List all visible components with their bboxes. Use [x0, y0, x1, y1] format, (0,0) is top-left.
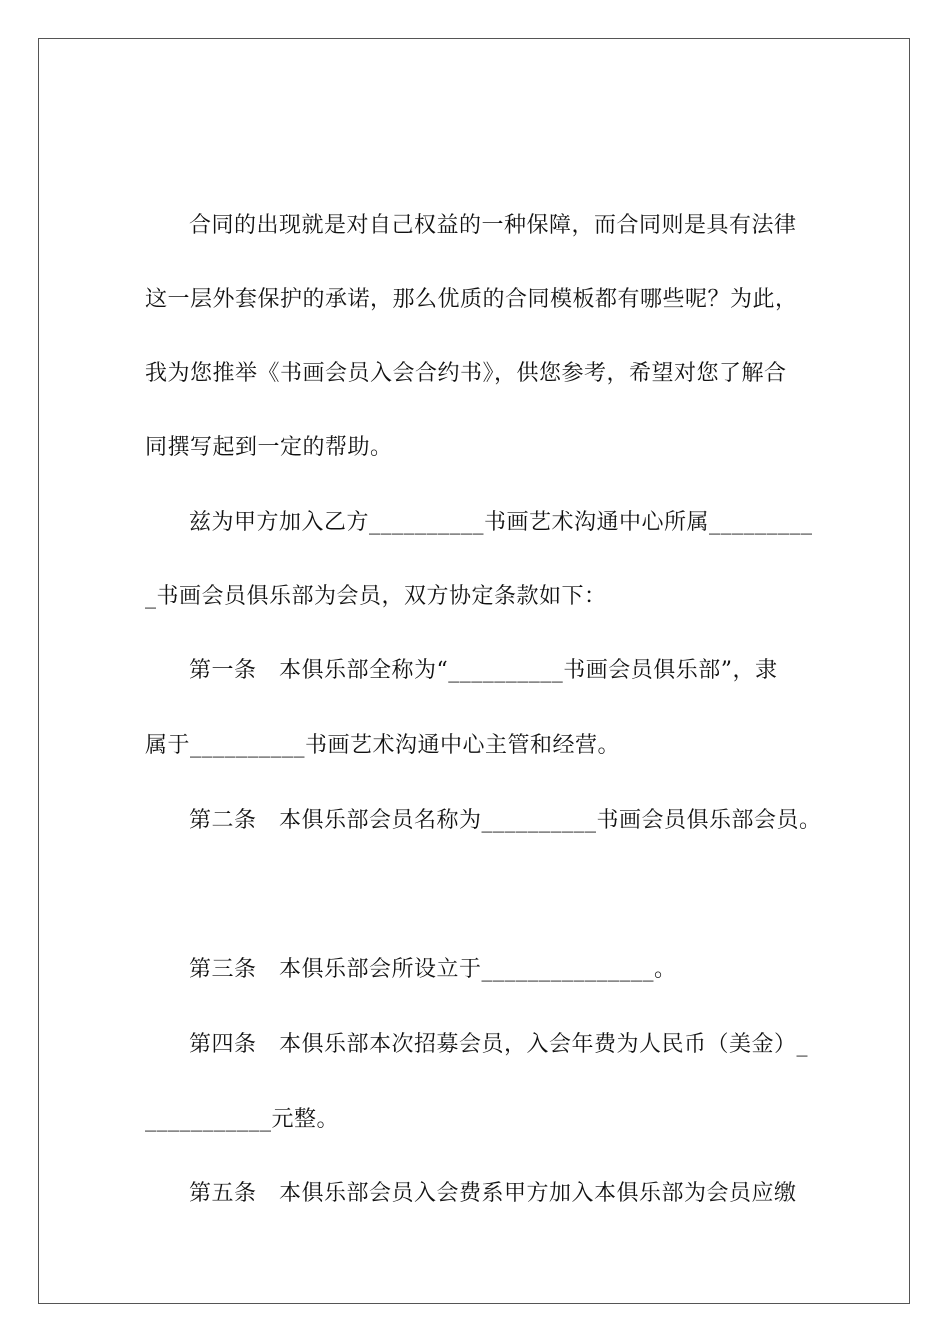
article-2: 第二条 本俱乐部会员名称为__________书画会员俱乐部会员。 [189, 808, 822, 833]
article-1-line-2: 属于__________书画艺术沟通中心主管和经营。 [145, 733, 621, 758]
article-5-line-1: 第五条 本俱乐部会员入会费系甲方加入本俱乐部为会员应缴 [189, 1181, 797, 1206]
intro-line-4: 同撰写起到一定的帮助。 [145, 435, 393, 460]
article-4-line-2: ___________元整。 [145, 1107, 340, 1132]
intro-line-2: 这一层外套保护的承诺，那么优质的合同模板都有哪些呢？为此， [145, 287, 798, 312]
article-4-line-1: 第四条 本俱乐部本次招募会员，入会年费为人民币（美金）_ [189, 1032, 809, 1057]
preamble-line-1: 兹为甲方加入乙方__________书画艺术沟通中心所属_________ [189, 510, 813, 535]
intro-line-3: 我为您推举《书画会员入会合约书》，供您参考，希望对您了解合 [145, 361, 787, 386]
article-3: 第三条 本俱乐部会所设立于_______________。 [189, 957, 677, 982]
intro-line-1: 合同的出现就是对自己权益的一种保障，而合同则是具有法律 [189, 213, 797, 238]
article-1-line-1: 第一条 本俱乐部全称为“__________书画会员俱乐部”，隶 [189, 658, 778, 683]
preamble-line-2: _书画会员俱乐部为会员，双方协定条款如下： [145, 584, 607, 609]
